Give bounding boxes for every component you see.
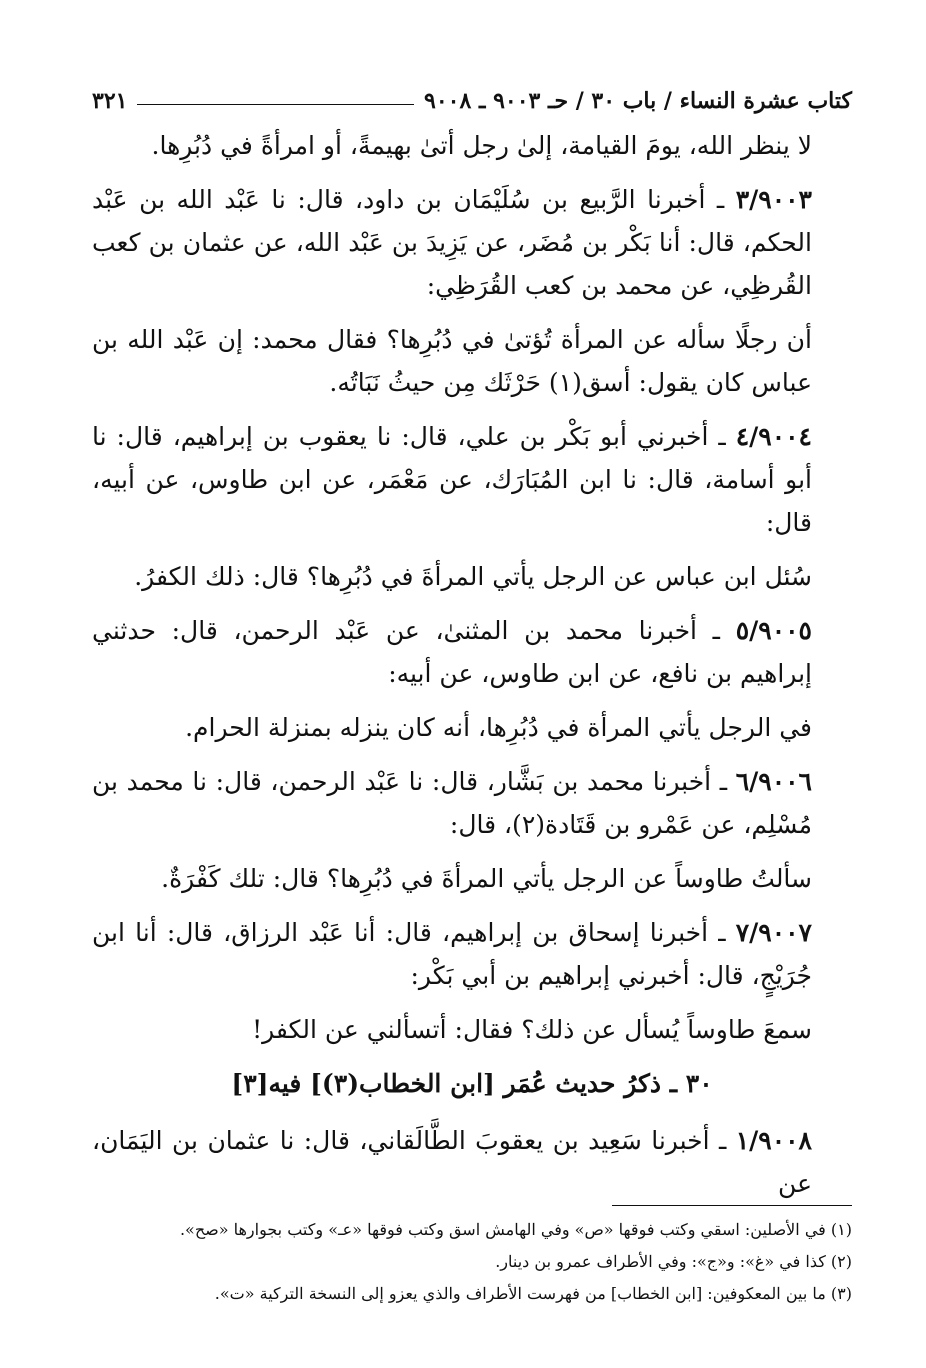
paragraph: سُئل ابن عباس عن الرجل يأتي المرأةَ في دُبُرِها؟ قال: ذلك الكفرُ. xyxy=(134,562,812,591)
footnotes xyxy=(92,1205,852,1310)
header-rule xyxy=(137,104,414,105)
footnote-rule xyxy=(612,1205,852,1206)
page-number: ٣٢١ xyxy=(92,88,128,114)
main-text xyxy=(92,124,852,1205)
hadith-entry: ٣/٩٠٠٣ ـ أخبرنا الرَّبيع بن سُلَيْمَان بن داود، قال: نا عَبْد الله بن عَبْد الحكم، قال: أنا بَكْر بن مُضَر، عن يَزِيدَ بن عَبْد الله، عن عثمان بن كعب القُرظِي، عن محمد بن كعب القُرَظِي: xyxy=(92,185,812,300)
footnote: (٣) ما بين المعكوفين: [ابن الخطاب] من فهرست الأطراف والذي يعزو إلى النسخة التركية «ت». xyxy=(214,1284,852,1303)
footnote: (١) في الأصلين: اسقي وكتب فوقها «ص» وفي الهامش اسق وكتب فوقها «عـ» وكتب بجوارها «صح». xyxy=(179,1220,852,1239)
hadith-entry: ٥/٩٠٠٥ ـ أخبرنا محمد بن المثنىٰ، عن عَبْد الرحمن، قال: حدثني إبراهيم بن نافع، عن ابن طاوس، عن أبيه: xyxy=(92,616,812,688)
hadith-number: ٧/٩٠٠٧ xyxy=(735,918,812,947)
hadith-entry: ٧/٩٠٠٧ ـ أخبرنا إسحاق بن إبراهيم، قال: أنا عَبْد الرزاق، قال: أنا ابن جُرَيْجٍ، قال: أخبرني إبراهيم بن أبي بَكْر: xyxy=(92,918,812,990)
paragraph: سألتُ طاوساً عن الرجل يأتي المرأةَ في دُبُرِها؟ قال: تلك كَفْرَةٌ. xyxy=(161,864,812,893)
running-title: كتاب عشرة النساء / باب ٣٠ / حـ ٩٠٠٣ ـ ٩٠٠٨ xyxy=(424,88,852,114)
paragraph: لا ينظر الله، يومَ القيامة، إلىٰ رجل أتىٰ بهيمةً، أو امرأةً في دُبُرِها. xyxy=(151,131,812,160)
hadith-number: ٤/٩٠٠٤ xyxy=(735,422,812,451)
section-heading: ٣٠ ـ ذكرُ حديث عُمَر [ابن الخطاب(٣)] فيه[٣] xyxy=(231,1069,713,1098)
footnote: (٢) كذا في «غ»: و«ج»: وفي الأطراف عمرو بن دينار. xyxy=(495,1252,852,1271)
paragraph: في الرجل يأتي المرأة في دُبُرِها، أنه كان ينزله بمنزلة الحرام. xyxy=(185,713,812,742)
hadith-number: ٦/٩٠٠٦ xyxy=(735,767,812,796)
paragraph: أن رجلًا سأله عن المرأة تُؤتىٰ في دُبُرِها؟ فقال محمد: إن عَبْد الله بن عباس كان يقول: أسق(١) حَرْثَك مِن حيثُ نَبَاتُه. xyxy=(92,325,812,397)
hadith-number: ٥/٩٠٠٥ xyxy=(735,616,812,645)
paragraph: سمعَ طاوساً يُسأل عن ذلك؟ فقال: أتسألني عن الكفر! xyxy=(252,1015,812,1044)
hadith-entry: ٤/٩٠٠٤ ـ أخبرني أبو بَكْر بن علي، قال: نا يعقوب بن إبراهيم، قال: نا أبو أسامة، قال: نا ابن المُبَارَك، عن مَعْمَر، عن ابن طاوس، عن أبيه، قال: xyxy=(92,422,812,537)
page xyxy=(92,78,852,1216)
hadith-entry: ٦/٩٠٠٦ ـ أخبرنا محمد بن بَشَّار، قال: نا عَبْد الرحمن، قال: نا محمد بن مُسْلِم، عن عَمْرو بن قَتَادة(٢)، قال: xyxy=(92,767,812,839)
running-header xyxy=(92,78,852,124)
hadith-number: ١/٩٠٠٨ xyxy=(735,1126,812,1155)
hadith-entry: ١/٩٠٠٨ ـ أخبرنا سَعِيد بن يعقوبَ الطَّالَقاني، قال: نا عثمان بن اليَمَان، عن xyxy=(92,1126,812,1198)
hadith-number: ٣/٩٠٠٣ xyxy=(735,185,812,214)
